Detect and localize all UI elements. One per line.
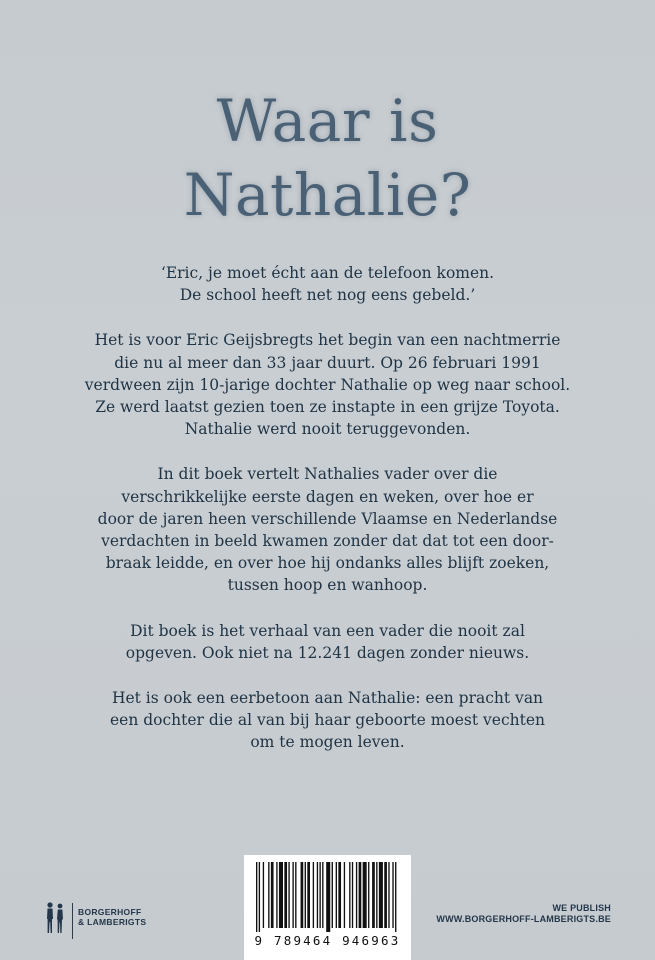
barcode-bar	[305, 862, 306, 928]
barcode-bar	[392, 862, 393, 928]
publisher-name-line-2: & LAMBERIGTS	[78, 917, 147, 927]
barcode-bar	[384, 862, 387, 928]
barcode-bar	[313, 862, 314, 928]
barcode-bar	[259, 862, 260, 932]
blurb-line: om te mogen leven.	[250, 733, 405, 752]
blurb-line: Het is voor Eric Geijsbregts het begin van een nachtmerrie	[94, 331, 561, 350]
blurb-line: Het is ook een eerbetoon aan Nathalie: een pracht van	[111, 689, 544, 708]
barcode-bar	[276, 862, 277, 928]
blurb-line: opgeven. Ook niet na 12.241 dagen zonder nieuws.	[125, 643, 530, 662]
barcode-bar	[338, 862, 341, 928]
barcode-bar	[388, 862, 389, 928]
barcode-bar	[256, 862, 257, 932]
logo-divider	[72, 903, 73, 939]
back-cover-footer	[0, 855, 655, 960]
title-line-1: Waar is	[216, 87, 439, 155]
barcode-bar	[359, 862, 362, 928]
barcode-bar	[372, 862, 375, 928]
barcode-bar	[332, 862, 333, 928]
blurb-paragraph-4	[60, 620, 595, 664]
barcode-bar	[363, 862, 367, 928]
barcode-bar	[271, 862, 274, 928]
publisher-logo-icon	[44, 901, 68, 941]
publisher-website-block	[436, 903, 611, 925]
barcode-bar	[395, 862, 396, 932]
publisher-name	[78, 907, 146, 927]
book-title	[0, 84, 655, 232]
barcode-bar	[336, 862, 337, 928]
blurb	[60, 262, 595, 777]
blurb-line: ‘Eric, je moet écht aan de telefoon komen.	[160, 264, 495, 282]
barcode-bar	[292, 862, 293, 928]
blurb-line: die nu al meer dan 33 jaar duurt. Op 26 februari 1991	[114, 353, 541, 372]
barcode-bar	[263, 862, 264, 928]
barcode-bar	[344, 862, 345, 928]
barcode-bar	[379, 862, 383, 928]
publisher-website-link[interactable]: WWW.BORGERHOFF-LAMBERIGTS.BE	[436, 914, 611, 924]
blurb-paragraph-2	[60, 329, 595, 440]
blurb-line: verschrikkelijke eerste dagen en weken, over hoe er	[121, 487, 534, 506]
barcode-bar	[322, 862, 323, 928]
barcode-bar	[301, 862, 304, 928]
blurb-line: Nathalie werd nooit teruggevonden.	[184, 420, 471, 439]
blurb-line: De school heeft net nog eens gebeld.’	[179, 286, 476, 305]
barcode-bar	[279, 862, 283, 928]
we-publish-label: WE PUBLISH	[552, 903, 611, 913]
barcode-bar	[284, 862, 287, 928]
barcode-bar	[288, 862, 289, 928]
blurb-line: tussen hoop en wanhoop.	[227, 576, 428, 595]
barcode-bar	[307, 862, 310, 928]
blurb-line: een dochter die al van bij haar geboorte moest vechten	[109, 711, 546, 730]
isbn-number: 9 789464 946963	[254, 933, 401, 948]
blurb-line: verdachten in beeld kwamen zonder dat dat tot een door-	[101, 532, 554, 551]
barcode-bar	[352, 862, 353, 928]
blurb-line: In dit boek vertelt Nathalies vader over die	[157, 465, 498, 484]
barcode-bars	[254, 862, 401, 932]
barcode-bar	[317, 862, 318, 928]
blurb-line: door de jaren heen verschillende Vlaamse en Nederlandse	[97, 509, 558, 528]
barcode-bar	[376, 862, 377, 928]
blurb-line: Ze werd laatst gezien toen ze instapte in een grijze Toyota.	[95, 398, 560, 417]
blurb-paragraph-5	[60, 687, 595, 754]
barcode-bar	[295, 862, 296, 928]
barcode-bar	[319, 862, 320, 928]
blurb-line: verdween zijn 10-jarige dochter Nathalie op weg naar school.	[84, 375, 571, 394]
blurb-paragraph-1	[60, 262, 595, 306]
blurb-line: Dit boek is het verhaal van een vader die nooit zal	[130, 621, 525, 640]
barcode-bar	[368, 862, 369, 928]
barcode	[244, 855, 411, 960]
publisher-name-line-1: BORGERHOFF	[78, 907, 142, 917]
barcode-bar	[349, 862, 350, 928]
barcode-bar	[268, 862, 269, 928]
barcode-bar	[356, 862, 357, 928]
title-line-2: Nathalie?	[183, 161, 472, 229]
barcode-bar	[326, 862, 330, 932]
blurb-paragraph-3	[60, 463, 595, 596]
blurb-line: braak leidde, en over hoe hij ondanks alles blijft zoeken,	[105, 554, 550, 573]
